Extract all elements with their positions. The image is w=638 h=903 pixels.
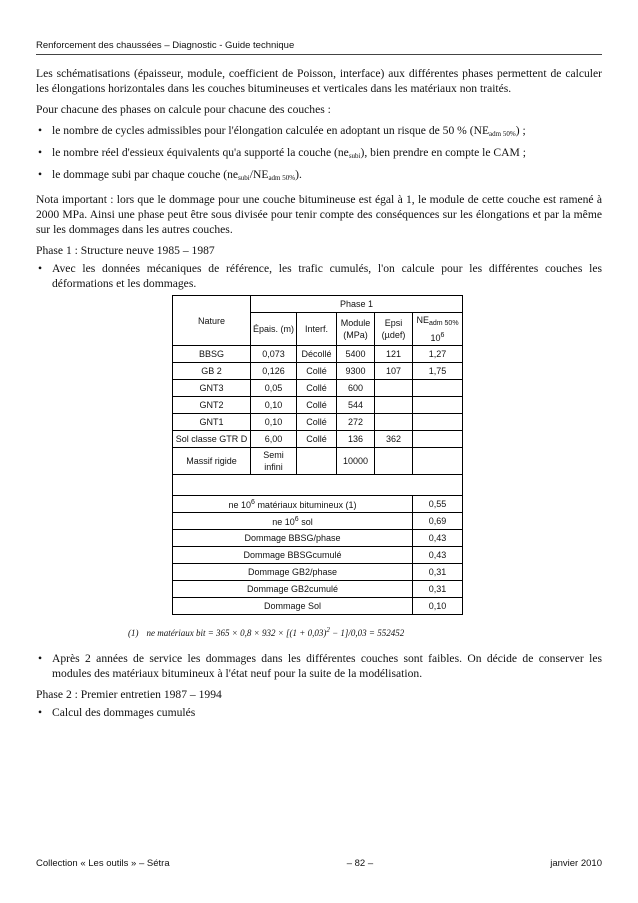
cell: 0,10 [251, 414, 297, 431]
cell: 6,00 [251, 431, 297, 448]
superscript: 2 [326, 626, 330, 634]
header-epsi: Epsi (µdef) [375, 313, 413, 346]
cell: 121 [375, 346, 413, 363]
list-item: • Calcul des dommages cumulés [36, 705, 602, 720]
phase-label: Phase 1 [251, 296, 463, 313]
text: ), bien prendre en compte le CAM ; [360, 146, 526, 159]
summary-label: Dommage BBSG/phase [173, 530, 413, 547]
text: ne 10 [228, 500, 252, 510]
cell [413, 448, 463, 475]
cell: 5400 [337, 346, 375, 363]
summary-value: 0,31 [413, 564, 463, 581]
text: sol [298, 517, 313, 527]
cell [375, 380, 413, 397]
cell: Collé [297, 431, 337, 448]
summary-label: Dommage GB2/phase [173, 564, 413, 581]
phase1-title: Phase 1 : Structure neuve 1985 – 1987 [36, 244, 215, 257]
subscript: subi [238, 174, 250, 182]
text: le nombre réel d'essieux équivalents qu'a supporté la couche (ne [52, 146, 349, 159]
subscript: adm 50% [428, 320, 459, 327]
text: NE [416, 315, 429, 325]
text: ). [295, 168, 302, 181]
subscript: subi [348, 152, 361, 160]
cell [297, 448, 337, 475]
summary-value: 0,43 [413, 530, 463, 547]
page-number: – 82 – [346, 858, 374, 869]
cell: Semi infini [251, 448, 297, 475]
cell: 10000 [337, 448, 375, 475]
header-ne [413, 313, 463, 346]
phase2-list [36, 705, 602, 720]
cell: 1,75 [413, 363, 463, 380]
table-row [173, 397, 463, 414]
phase1-list [36, 261, 602, 291]
cell: 272 [337, 414, 375, 431]
cell: Collé [297, 397, 337, 414]
formula [128, 623, 602, 641]
text: ne 10 [272, 517, 295, 527]
cell: Collé [297, 363, 337, 380]
table-spacer-row [173, 475, 463, 496]
list-item [36, 167, 602, 186]
table-row [173, 448, 463, 475]
summary-row [173, 496, 463, 513]
cell: Sol classe GTR D [173, 431, 251, 448]
cell: Collé [297, 380, 337, 397]
footer-date: janvier 2010 [550, 858, 602, 869]
phase2-title: Phase 2 : Premier entretien 1987 – 1994 [36, 688, 222, 701]
superscript: 6 [251, 499, 255, 506]
cell: 0,10 [251, 397, 297, 414]
summary-label: Dommage Sol [173, 598, 413, 615]
text: le dommage subi par chaque couche (ne [52, 168, 239, 181]
cell: 1,27 [413, 346, 463, 363]
list-item [36, 145, 602, 164]
subscript: adm 50% [268, 174, 296, 182]
superscript: 6 [294, 516, 299, 523]
summary-row [173, 513, 463, 530]
page-header: Renforcement des chaussées – Diagnostic - Guide technique [36, 40, 602, 55]
cell: 362 [375, 431, 413, 448]
header-interf: Interf. [297, 313, 337, 346]
text: ) ; [515, 124, 526, 137]
summary-row [173, 598, 463, 615]
superscript: 6 [440, 332, 445, 339]
text: 10 [430, 333, 441, 343]
summary-value: 0,55 [413, 496, 463, 513]
header-nature: Nature [173, 296, 251, 346]
formula-text: − 1]/0,03 = 552452 [329, 628, 405, 638]
after-list [36, 651, 602, 681]
cell: Massif rigide [173, 448, 251, 475]
cell: 136 [337, 431, 375, 448]
cell: 9300 [337, 363, 375, 380]
cell: 107 [375, 363, 413, 380]
cell [375, 397, 413, 414]
list-item: • Après 2 années de service les dommages dans les différentes couches sont faibles. On décide de conserver les modules des matériaux bitumineux à l'état neuf pour la suite de la modélisation. [36, 651, 602, 681]
summary-row [173, 530, 463, 547]
cell [413, 397, 463, 414]
summary-row [173, 547, 463, 564]
cell [413, 431, 463, 448]
summary-label: Dommage BBSGcumulé [173, 547, 413, 564]
nota-paragraph: Nota important : lors que le dommage pour une couche bitumineuse est égal à 1, le module de cette couche est ramené à 2000 MPa. Ainsi une phase peut être sous divisée pour tenir compte des conséquences sur les élongations et par la même sur les dommages dans les autres couches. [36, 193, 602, 236]
cell [413, 414, 463, 431]
cell: Décollé [297, 346, 337, 363]
spacer-cell [173, 475, 463, 496]
text: /NE [249, 168, 269, 181]
page-footer [36, 858, 602, 869]
header-epais: Épais. (m) [251, 313, 297, 346]
phases-paragraph: Pour chacune des phases on calcule pour chacune des couches : [36, 103, 331, 116]
summary-label [173, 513, 413, 530]
footer-left: Collection « Les outils » – Sétra [36, 858, 170, 869]
cell: GNT1 [173, 414, 251, 431]
table-row [173, 380, 463, 397]
cell: GNT2 [173, 397, 251, 414]
subscript: adm 50% [489, 130, 516, 138]
header-module: Module (MPa) [337, 313, 375, 346]
table-row [173, 414, 463, 431]
summary-value: 0,69 [413, 513, 463, 530]
summary-value: 0,10 [413, 598, 463, 615]
summary-row [173, 564, 463, 581]
phase1-table [172, 295, 463, 615]
formula-text: ne matériaux bit = 365 × 0,8 × 932 × [(1 + 0,03) [146, 628, 327, 638]
list-item: • Avec les données mécaniques de référence, les trafic cumulés, l'on calcule pour les différentes couches les déformations et les dommages. [36, 261, 602, 291]
text: le nombre de cycles admissibles pour l'élongation calculée en adoptant un risque de 50 % (NE [52, 124, 490, 137]
table-row [173, 346, 463, 363]
cell: BBSG [173, 346, 251, 363]
list-item [36, 123, 602, 142]
summary-value: 0,43 [413, 547, 463, 564]
cell: 0,05 [251, 380, 297, 397]
table-row [173, 363, 463, 380]
cell: Collé [297, 414, 337, 431]
cell: 544 [337, 397, 375, 414]
cell: 0,073 [251, 346, 297, 363]
summary-label [173, 496, 413, 513]
page-content [36, 66, 602, 726]
cell [375, 448, 413, 475]
table-row [173, 431, 463, 448]
calc-list [36, 123, 602, 186]
summary-value: 0,31 [413, 581, 463, 598]
cell [413, 380, 463, 397]
formula-label: (1) [128, 628, 139, 638]
intro-paragraph: Les schématisations (épaisseur, module, coefficient de Poisson, interface) aux différentes phases permettent de calculer les élongations horizontales dans les couches bitumineuses et verticales dans les matériaux non traités. [36, 67, 602, 95]
summary-label: Dommage GB2cumulé [173, 581, 413, 598]
cell: GNT3 [173, 380, 251, 397]
cell: 600 [337, 380, 375, 397]
text: matériaux bitumineux (1) [254, 500, 357, 510]
cell: 0,126 [251, 363, 297, 380]
cell [375, 414, 413, 431]
cell: GB 2 [173, 363, 251, 380]
summary-row [173, 581, 463, 598]
